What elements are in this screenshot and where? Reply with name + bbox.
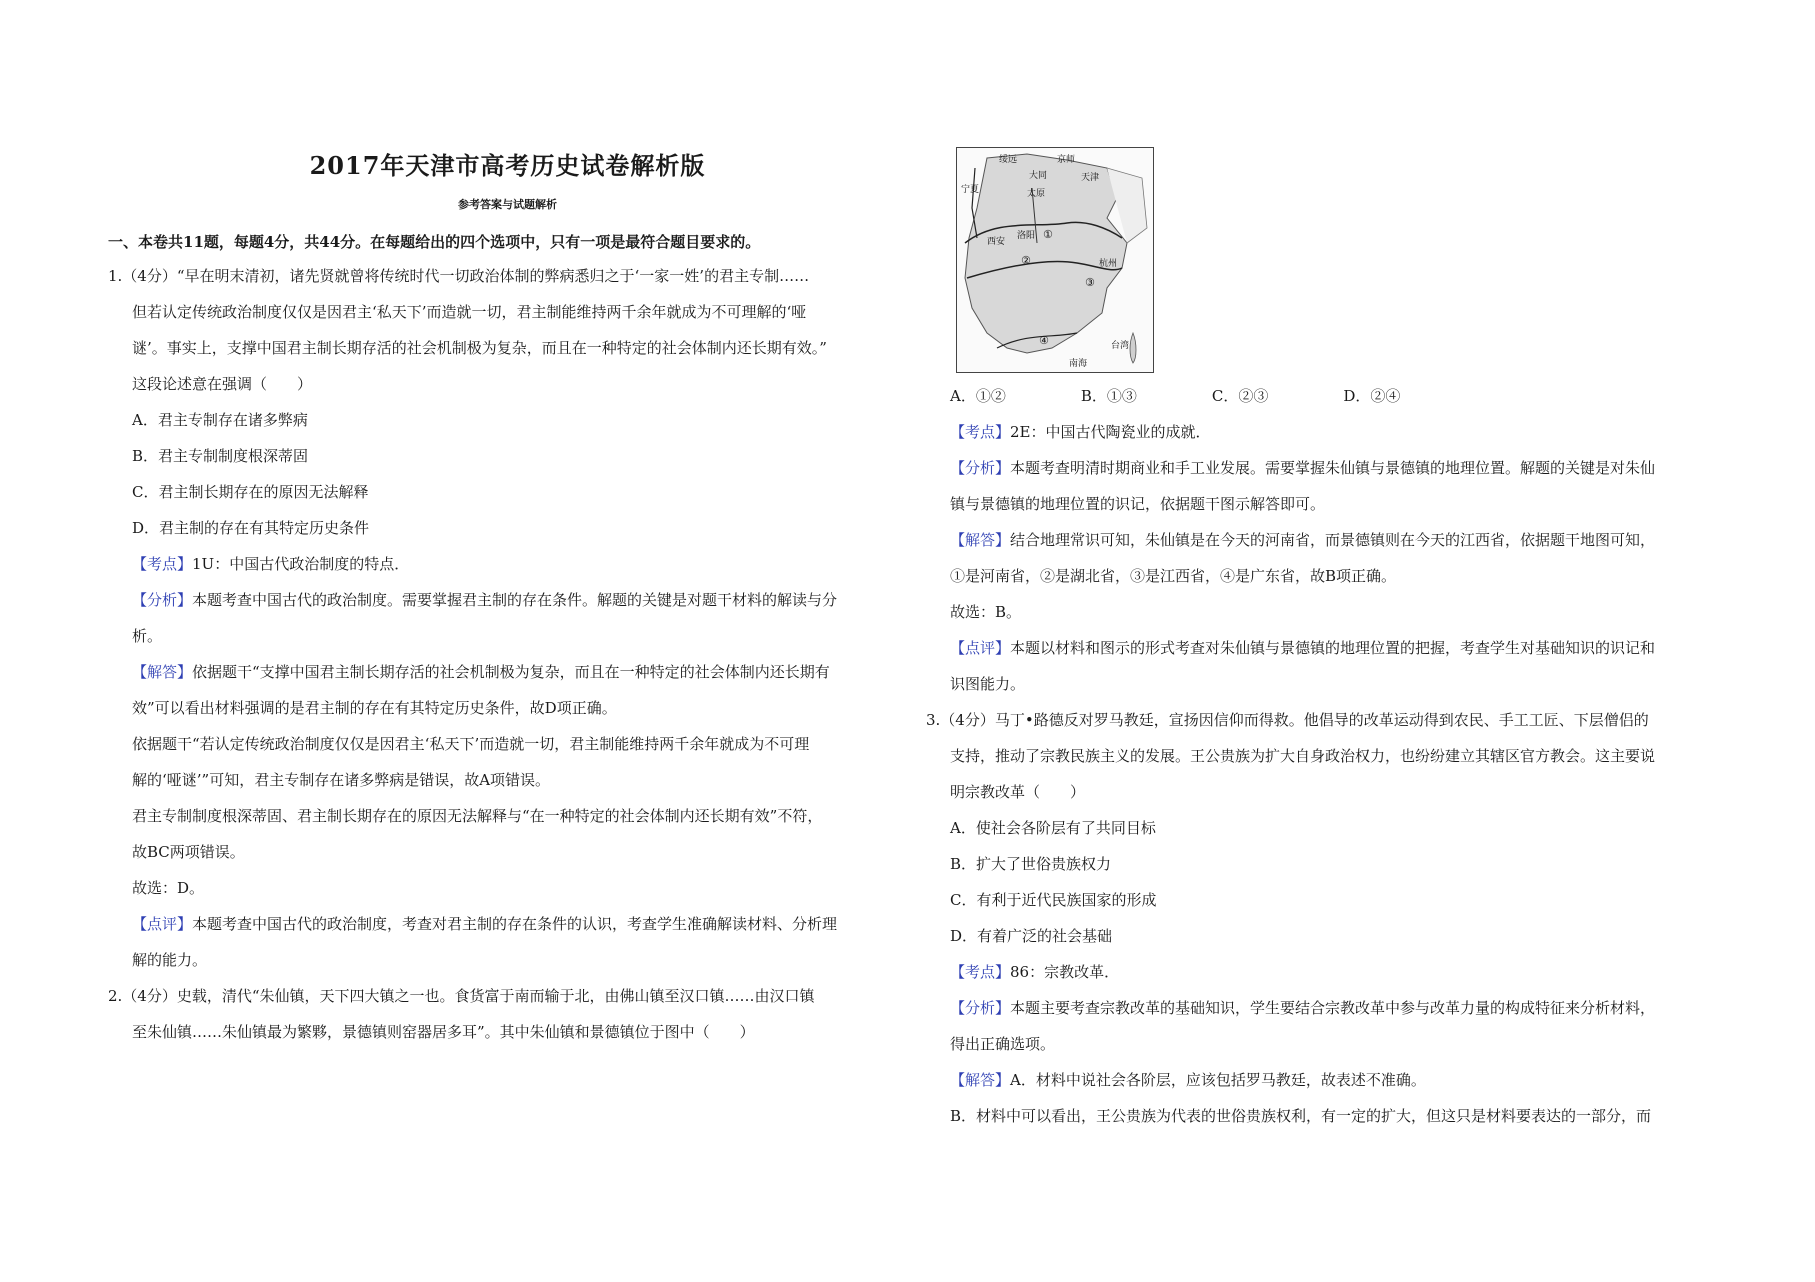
section-tag: 【分析】	[132, 591, 193, 609]
section-heading: 一、本卷共11题，每题4分，共44分。在每题给出的四个选项中，只有一项是最符合题目要求的。	[108, 233, 761, 251]
question-2-line: 2.（4分）史载，清代“朱仙镇，天下四大镇之一也。食货富于南而输于北，由佛山镇至汉口镇……由汉口镇	[108, 987, 815, 1005]
option-c: C．君主制长期存在的原因无法解释	[132, 483, 369, 501]
text-line: 1.（4分）“早在明末清初，诸先贤就曾将传统时代一切政治体制的弊病悉归之于‘一家一姓’的君主专制……	[108, 267, 810, 285]
text-line: 得出正确选项。	[950, 1035, 1056, 1053]
text-line: 效”可以看出材料强调的是君主制的存在有其特定历史条件，故D项正确。	[132, 699, 617, 717]
document-subtitle: 参考答案与试题解析	[458, 198, 557, 211]
text-line: 但若认定传统政治制度仅仅是因君主‘私天下’而造就一切，君主制能维持两千余年就成为不可理解的‘哑	[132, 303, 807, 321]
text-line: B．材料中可以看出，王公贵族为代表的世俗贵族权利，有一定的扩大，但这只是材料要表达的一部分，而	[950, 1107, 1652, 1125]
map-label: 南海	[1069, 359, 1088, 369]
map-label: 京师	[1057, 155, 1076, 165]
fenxi-line	[950, 458, 1655, 478]
answer-line: 故选：B。	[950, 603, 1022, 621]
map-figure	[956, 147, 1154, 373]
map-label: 大同	[1029, 171, 1048, 181]
section-tag-text: 本题考查中国古代的政治制度。需要掌握君主制的存在条件。解题的关键是对题干材料的解读与分	[192, 591, 838, 609]
section-tag: 【分析】	[950, 999, 1011, 1017]
map-label: 天津	[1081, 173, 1100, 183]
option-b: B．君主专制制度根深蒂固	[132, 447, 309, 465]
map-label: 洛阳	[1017, 231, 1036, 241]
text-line: 支持，推动了宗教民族主义的发展。王公贵族为扩大自身政治权力，也纷纷建立其辖区官方教会。这主要说	[950, 747, 1656, 765]
section-tag-text: 结合地理常识可知，朱仙镇是在今天的河南省，而景德镇则在今天的江西省，依据题干地图可知，	[1010, 531, 1656, 549]
map-label: 绥远	[999, 155, 1018, 165]
fenxi-line	[950, 998, 1655, 1018]
section-tag: 【考点】	[132, 555, 193, 573]
section-tag: 【考点】	[950, 423, 1011, 441]
section-tag-text: 本题以材料和图示的形式考查对朱仙镇与景德镇的地理位置的把握，考查学生对基础知识的识记和	[1010, 639, 1656, 657]
fenxi-line	[132, 590, 837, 610]
map-label: 太原	[1027, 189, 1046, 199]
answer-line: 故选：D。	[132, 879, 205, 897]
text-line: 依据题干“若认定传统政治制度仅仅是因君主‘私天下’而造就一切，君主制能维持两千余年就成为不可理	[132, 735, 810, 753]
jieda-line	[132, 662, 830, 682]
section-tag-text: 本题主要考查宗教改革的基础知识，学生要结合宗教改革中参与改革力量的构成特征来分析材料，	[1010, 999, 1656, 1017]
section-tag-text: 依据题干“支撑中国君主制长期存活的社会机制极为复杂，而且在一种特定的社会体制内还长期有	[192, 663, 830, 681]
map-label: 台湾	[1111, 341, 1130, 351]
section-tag: 【解答】	[950, 531, 1011, 549]
text-line: 至朱仙镇……朱仙镇最为繁夥，景德镇则窑器居多耳”。其中朱仙镇和景德镇位于图中（ ）	[132, 1023, 755, 1041]
kaodian-line	[950, 962, 1119, 982]
map-marker-1: ①	[1043, 228, 1053, 241]
section-tag-text: 86：宗教改革．	[1010, 963, 1120, 981]
jieda-line	[950, 1070, 1426, 1090]
section-tag-text: 2E：中国古代陶瓷业的成就．	[1010, 423, 1211, 441]
option-c: C．有利于近代民族国家的形成	[950, 891, 1157, 909]
text-line: 这段论述意在强调（ ）	[132, 375, 313, 393]
map-label: 宁夏	[961, 185, 980, 195]
kaodian-line	[950, 422, 1211, 442]
dianping-line	[132, 914, 837, 934]
text-line: 解的‘哑谜’”可知，君主专制存在诸多弊病是错误，故A项错误。	[132, 771, 551, 789]
section-tag-text: A．材料中说社会各阶层，应该包括罗马教廷，故表述不准确。	[1010, 1071, 1426, 1089]
map-label: 西安	[987, 237, 1006, 247]
map-marker-2: ②	[1021, 254, 1031, 267]
text-line: 识图能力。	[950, 675, 1026, 693]
text-line: 谜’。事实上，支撑中国君主制长期存活的社会机制极为复杂，而且在一种特定的社会体制内还长期有效。”	[132, 339, 827, 357]
map-label: 杭州	[1099, 259, 1118, 269]
kaodian-line	[132, 554, 409, 574]
section-tag: 【分析】	[950, 459, 1011, 477]
text-line: ①是河南省，②是湖北省，③是江西省，④是广东省，故B项正确。	[950, 567, 1397, 585]
section-tag-text: 本题考查中国古代的政治制度，考查对君主制的存在条件的认识，考查学生准确解读材料、分析理	[192, 915, 838, 933]
dianping-line	[950, 638, 1655, 658]
question-3-line: 3.（4分）马丁•路德反对罗马教廷，宣扬因信仰而得救。他倡导的改革运动得到农民、手工工匠、下层僧侣的	[926, 711, 1649, 729]
text-line: 析。	[132, 627, 163, 645]
options-line: A．①② B．①③ C．②③ D．②④	[950, 387, 1401, 405]
text-line: 解的能力。	[132, 951, 208, 969]
text-line: 故BC两项错误。	[132, 843, 245, 861]
map-marker-3: ③	[1085, 276, 1095, 289]
option-a: A．使社会各阶层有了共同目标	[950, 819, 1156, 837]
section-tag: 【点评】	[950, 639, 1011, 657]
jieda-line	[950, 530, 1655, 550]
text-line: 镇与景德镇的地理位置的识记，依据题干图示解答即可。	[950, 495, 1326, 513]
map-marker-4: ④	[1039, 334, 1049, 347]
option-d: D．君主制的存在有其特定历史条件	[132, 519, 370, 537]
section-tag: 【考点】	[950, 963, 1011, 981]
option-a: A．君主专制存在诸多弊病	[132, 411, 308, 429]
section-tag: 【解答】	[950, 1071, 1011, 1089]
option-b: B．扩大了世俗贵族权力	[950, 855, 1112, 873]
option-d: D．有着广泛的社会基础	[950, 927, 1113, 945]
text-line: 君主专制制度根深蒂固、君主制长期存在的原因无法解释与“在一种特定的社会体制内还长期有效”不符，	[132, 807, 823, 825]
document-title: 2017年天津市高考历史试卷解析版	[309, 151, 706, 180]
section-tag-text: 1U：中国古代政治制度的特点．	[192, 555, 410, 573]
text-line: 明宗教改革（ ）	[950, 783, 1086, 801]
section-tag-text: 本题考查明清时期商业和手工业发展。需要掌握朱仙镇与景德镇的地理位置。解题的关键是对朱仙	[1010, 459, 1656, 477]
section-tag: 【点评】	[132, 915, 193, 933]
section-tag: 【解答】	[132, 663, 193, 681]
